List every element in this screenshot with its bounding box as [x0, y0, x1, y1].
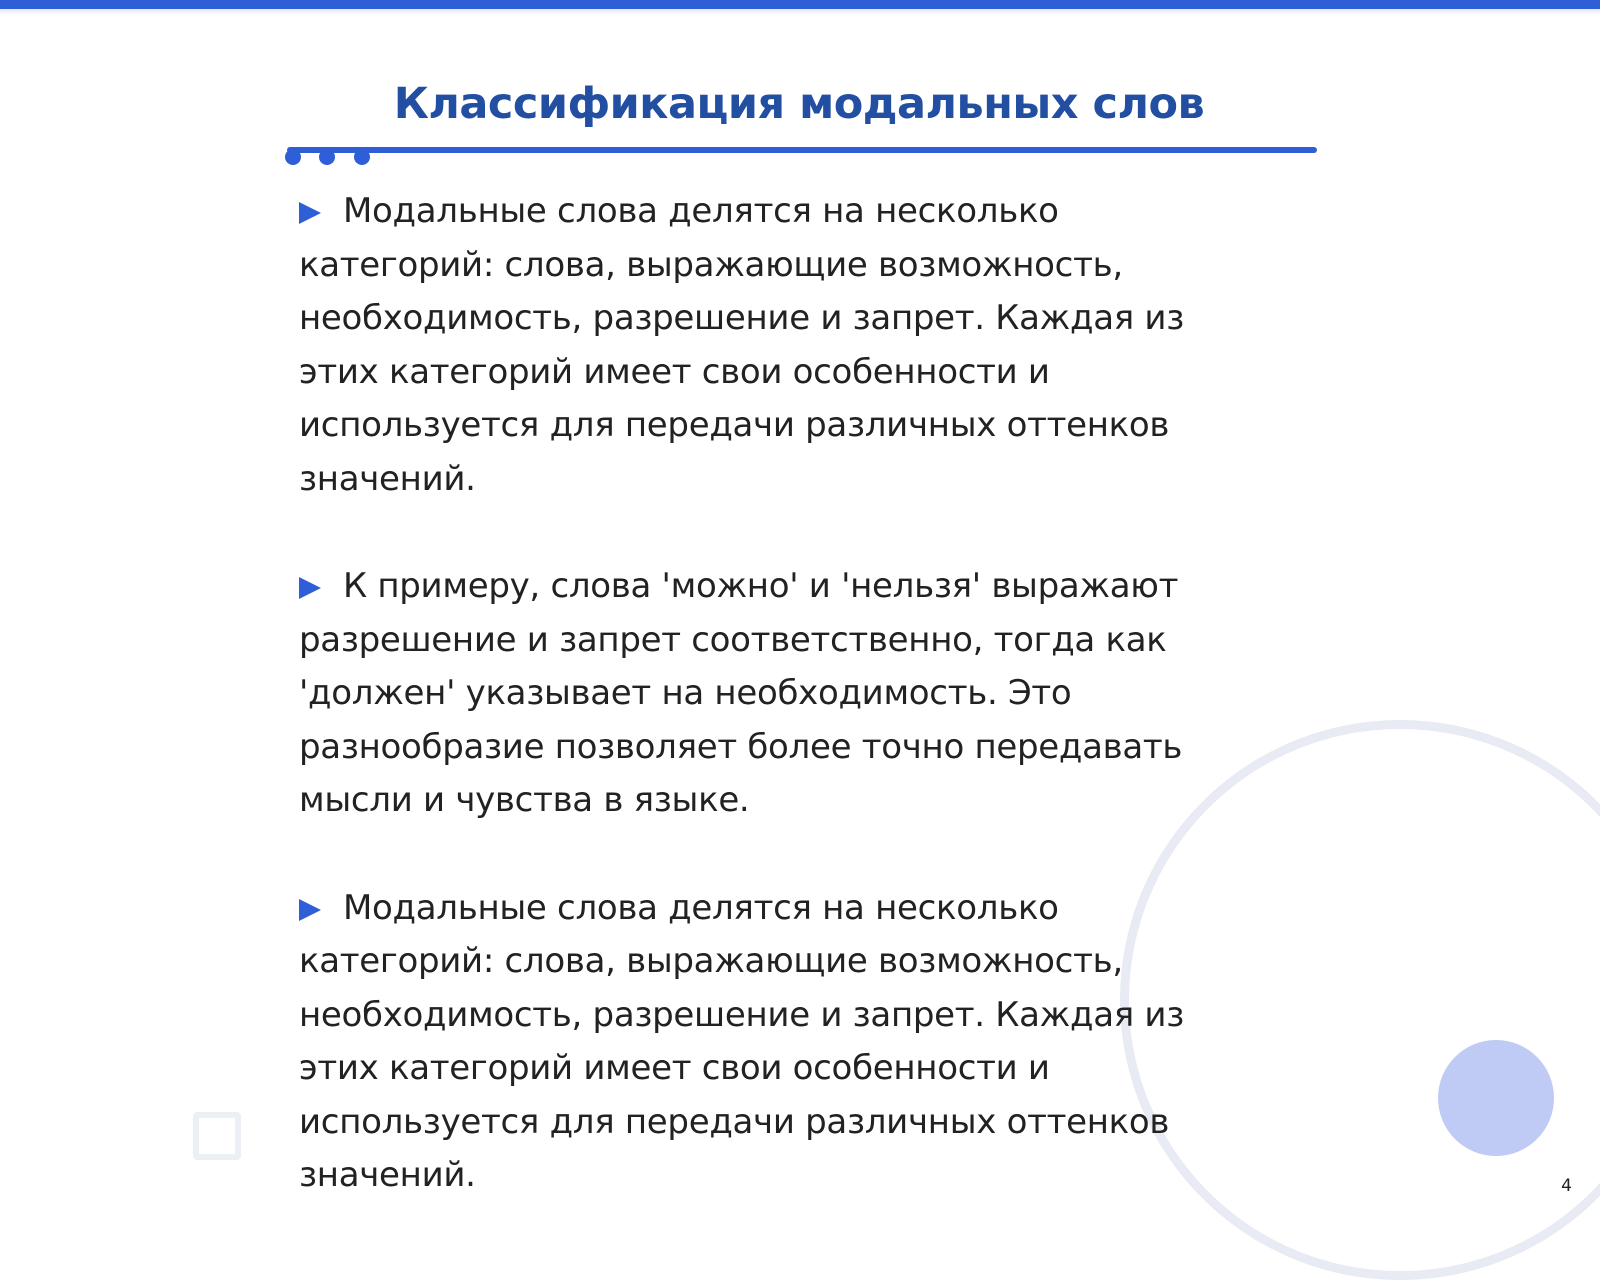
- page-number: 4: [1561, 1176, 1572, 1196]
- top-accent-bar: [0, 0, 1600, 9]
- decorative-disc: [1438, 1040, 1554, 1156]
- triangle-right-icon: [299, 202, 321, 224]
- bullet-text-2: К примеру, слова 'можно' и 'нельзя' выражают разрешение и запрет соответственно, тогда как 'должен' указывает на необходимость. Это разнообразие позволяет более точно передавать мысли и чувства в языке.: [299, 566, 1183, 820]
- title-underline: [287, 147, 1317, 153]
- decorative-square: [193, 1112, 241, 1160]
- slide-body: [299, 185, 1259, 1257]
- slide-title: Классификация модальных слов: [393, 79, 1205, 129]
- bullet-paragraph-1: [299, 185, 1259, 506]
- title-dot-1: [285, 149, 301, 165]
- top-accent-bar-shadow: [0, 9, 1600, 15]
- bullet-text-1: Модальные слова делятся на несколько категорий: слова, выражающие возможность, необходимость, разрешение и запрет. Каждая из этих категорий имеет свои особенности и используется для передачи различных оттенков значений.: [299, 191, 1184, 499]
- title-dot-2: [319, 149, 335, 165]
- triangle-right-icon: [299, 899, 321, 921]
- bullet-paragraph-2: [299, 560, 1259, 828]
- bullet-text-3: Модальные слова делятся на несколько категорий: слова, выражающие возможность, необходимость, разрешение и запрет. Каждая из этих категорий имеет свои особенности и используется для передачи различных оттенков значений.: [299, 887, 1184, 1195]
- bullet-paragraph-3: [299, 882, 1259, 1203]
- title-dot-3: [354, 149, 370, 165]
- triangle-right-icon: [299, 577, 321, 599]
